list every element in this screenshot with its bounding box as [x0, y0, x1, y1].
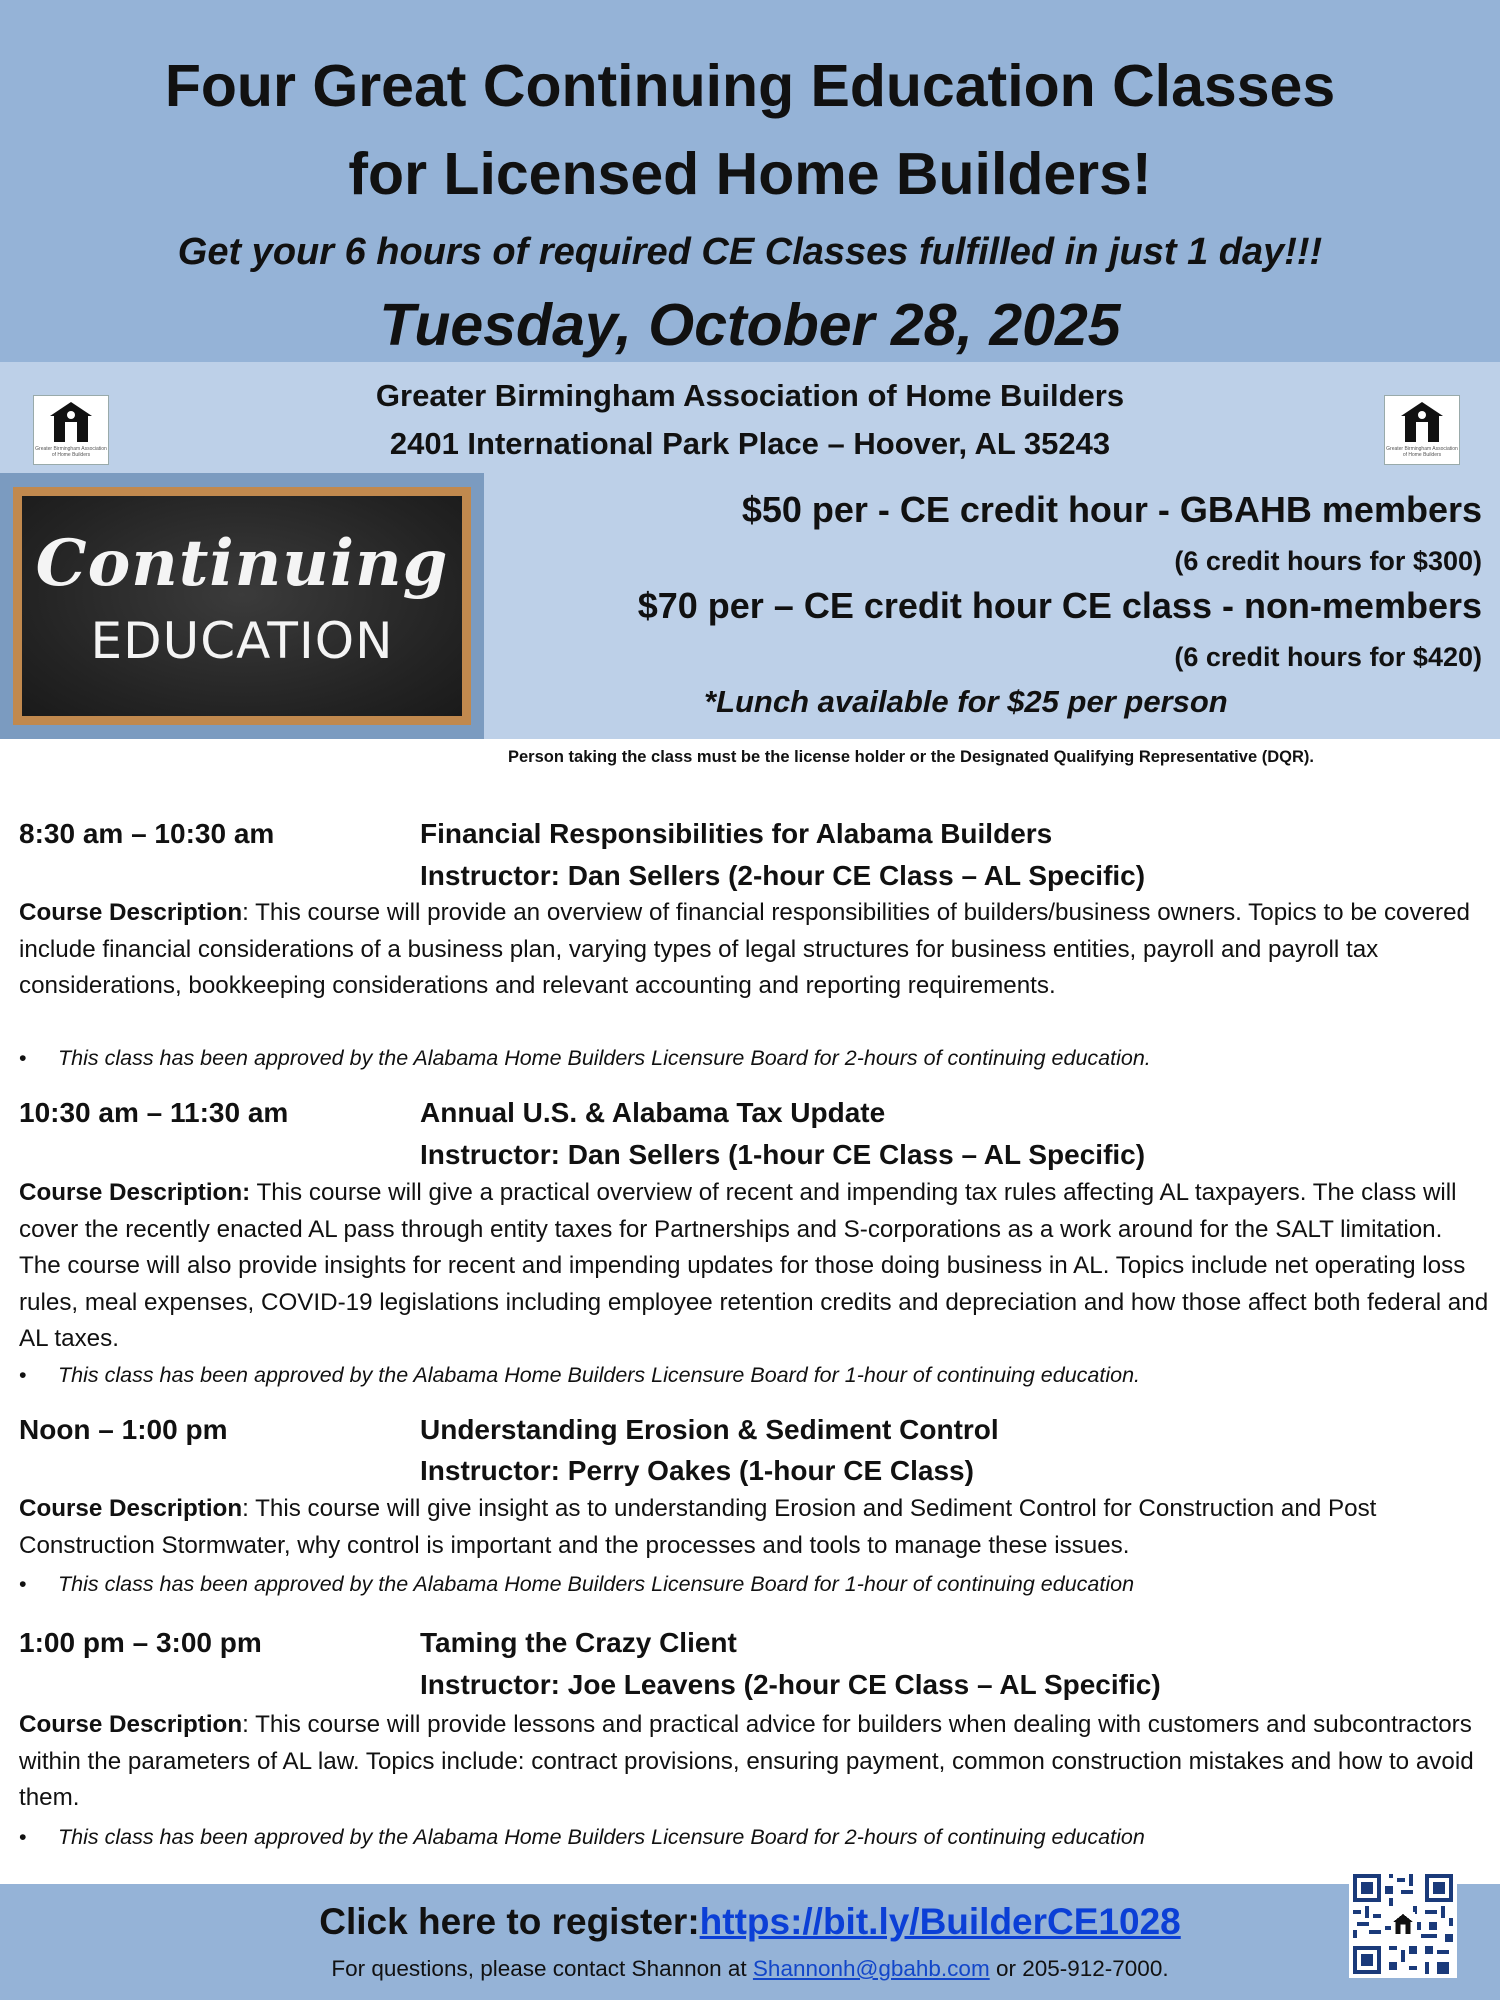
logo-caption: Greater Birmingham Association of Home Builders: [35, 446, 107, 458]
page-title-line2: for Licensed Home Builders!: [348, 141, 1152, 207]
price-members-total: (6 credit hours for $300): [1174, 546, 1482, 576]
qr-code[interactable]: [1349, 1870, 1457, 1978]
approval-text: This class has been approved by the Alabama Home Builders Licensure Board for 2-hours of continuing education.: [58, 1046, 1151, 1070]
description-label: Course Description:: [19, 1179, 251, 1206]
description-label: Course Description: [19, 1495, 243, 1522]
class-title: Understanding Erosion & Sediment Control: [420, 1414, 999, 1445]
approval-text: This class has been approved by the Alabama Home Builders Licensure Board for 1-hour of continuing education.: [58, 1363, 1141, 1387]
price-nonmembers-total: (6 credit hours for $420): [1174, 642, 1482, 672]
register-line: [0, 1897, 1500, 1947]
register-label: Click here to register:: [319, 1901, 700, 1942]
class-description: [19, 1491, 1489, 1564]
description-text: : This course will provide an overview of financial responsibilities of builders/business owners. Topics to be covered include financial considerations of a business plan, varying types of legal structures for business entities, payroll and payroll tax considerations, bookkeeping considerations and relevant accounting and reporting requirements.: [19, 899, 1471, 999]
class-approval: [19, 1822, 1145, 1852]
approval-text: This class has been approved by the Alabama Home Builders Licensure Board for 1-hour of continuing education: [58, 1572, 1135, 1596]
chalkboard: [22, 496, 462, 716]
class-description: [19, 1707, 1489, 1817]
gbahb-logo-left: [33, 395, 109, 465]
chalk-word-education: EDUCATION: [90, 612, 394, 670]
class-description: [19, 895, 1489, 1005]
description-text: : This course will give insight as to understanding Erosion and Sediment Control for Construction and Post Construction Stormwater, why control is important and the processes and tools to manage these issues.: [19, 1495, 1377, 1559]
chalk-word-continuing: Continuing: [35, 526, 449, 601]
description-label: Course Description: [19, 1711, 243, 1738]
class-title: Taming the Crazy Client: [420, 1627, 737, 1658]
venue-address: 2401 International Park Place – Hoover, AL 35243: [389, 426, 1111, 461]
class-approval: [19, 1569, 1134, 1599]
price-nonmembers: $70 per – CE credit hour CE class - non-members: [637, 585, 1482, 626]
class-time: Noon – 1:00 pm: [19, 1414, 228, 1445]
price-members: $50 per - CE credit hour - GBAHB members: [741, 489, 1482, 530]
event-date: Tuesday, October 28, 2025: [379, 292, 1121, 358]
description-text: : This course will provide lessons and practical advice for builders when dealing with customers and subcontractors within the parameters of AL law. Topics include: contract provisions, ensuring payment, common construction mistakes and how to avoid them.: [19, 1711, 1474, 1811]
description-text: This course will give a practical overview of recent and impending tax rules affecting AL taxpayers. The class will cover the recently enacted AL pass through entity taxes for Partnerships and S-corporations as a work around for the SALT limitation. The course will also provide insights for recent and impending updates for those doing business in AL. Topics include net operating loss rules, meal expenses, COVID-19 legislations including employee retention credits and depreciation and how those affect both federal and AL taxes.: [19, 1179, 1489, 1352]
class-title: Financial Responsibilities for Alabama Builders: [420, 818, 1053, 849]
page-title-line1: Four Great Continuing Education Classes: [164, 53, 1336, 119]
venue-name: Greater Birmingham Association of Home Builders: [375, 378, 1125, 413]
class-instructor: Instructor: Perry Oakes (1-hour CE Class): [420, 1455, 974, 1486]
contact-prefix: For questions, please contact Shannon at: [331, 1956, 753, 1981]
logo-caption: Greater Birmingham Association of Home Builders: [1386, 446, 1458, 458]
register-link[interactable]: https://bit.ly/BuilderCE1028: [699, 1901, 1181, 1942]
class-time: 8:30 am – 10:30 am: [19, 818, 275, 849]
description-label: Course Description: [19, 899, 243, 926]
class-instructor: Instructor: Joe Leavens (2-hour CE Class – AL Specific): [420, 1669, 1161, 1700]
class-time: 10:30 am – 11:30 am: [19, 1097, 289, 1128]
house-icon: [1399, 400, 1445, 444]
approval-text: This class has been approved by the Alabama Home Builders Licensure Board for 2-hours of continuing education: [58, 1825, 1145, 1849]
bullet-icon: •: [19, 1825, 27, 1849]
qr-code-icon: [1349, 1870, 1457, 1978]
chalkboard-frame: [13, 487, 471, 725]
contact-suffix: or 205-912-7000.: [989, 1956, 1169, 1981]
class-instructor: Instructor: Dan Sellers (1-hour CE Class – AL Specific): [420, 1139, 1146, 1170]
class-title: Annual U.S. & Alabama Tax Update: [420, 1097, 886, 1128]
bullet-icon: •: [19, 1363, 27, 1387]
bullet-icon: •: [19, 1046, 27, 1070]
continuing-education-image: [0, 473, 484, 739]
contact-email-link[interactable]: Shannonh@gbahb.com: [752, 1956, 990, 1981]
bullet-icon: •: [19, 1572, 27, 1596]
class-description: [19, 1175, 1489, 1358]
eligibility-note: Person taking the class must be the license holder or the Designated Qualifying Representative (DQR).: [508, 748, 1314, 766]
gbahb-logo-right: [1384, 395, 1460, 465]
class-time: 1:00 pm – 3:00 pm: [19, 1627, 262, 1658]
subtitle: Get your 6 hours of required CE Classes fulfilled in just 1 day!!!: [177, 231, 1323, 273]
house-icon: [48, 400, 94, 444]
class-approval: [19, 1043, 1151, 1073]
lunch-note: *Lunch available for $25 per person: [704, 684, 1228, 719]
class-approval: [19, 1360, 1140, 1390]
class-instructor: Instructor: Dan Sellers (2-hour CE Class – AL Specific): [420, 860, 1146, 891]
contact-line: [0, 1952, 1500, 1986]
